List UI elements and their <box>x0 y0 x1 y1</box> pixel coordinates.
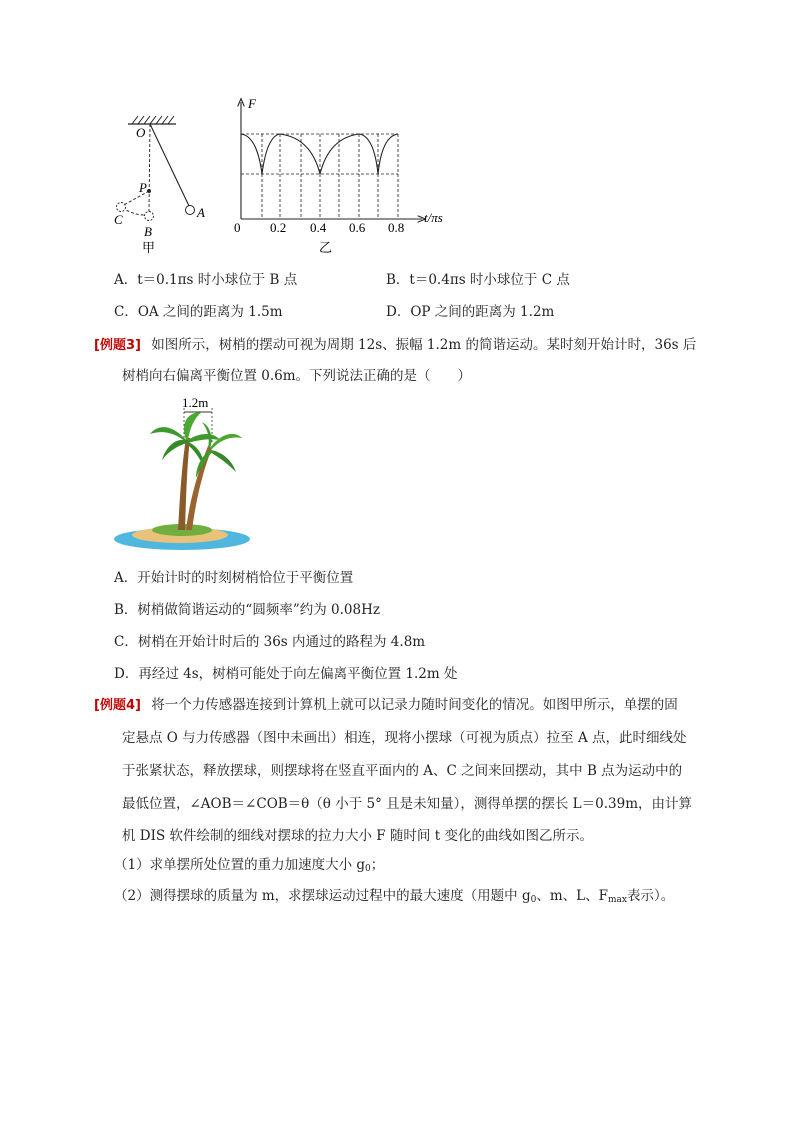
example3-option-a: A．开始计时的时刻树梢恰位于平衡位置 <box>114 570 354 586</box>
example4-text-1: 将一个力传感器连接到计算机上就可以记录力随时间变化的情况。如图甲所示，单摆的固 <box>151 697 678 713</box>
q2-text-a: （2）测得摆球的质量为 m，求摆球运动过程中的最大速度（用题中 g <box>114 888 531 904</box>
example4-tag: [例题4] <box>94 698 141 713</box>
example3-option-b: B．树梢做简谐运动的“圆频率”约为 0.08Hz <box>114 602 380 618</box>
figure-jia-pendulum <box>108 112 220 260</box>
y-axis-label: F <box>248 96 256 111</box>
figure-jia-caption: 甲 <box>142 240 156 255</box>
q2-subscript-max: max <box>608 895 627 905</box>
q1-text: （1）求单摆所处位置的重力加速度大小 g <box>114 857 366 873</box>
amplitude-label: 1.2m <box>182 395 209 410</box>
figure-yi-force-graph <box>226 96 466 262</box>
label-B: B <box>144 224 152 239</box>
figure-yi-caption: 乙 <box>319 240 333 255</box>
example3-option-c: C．树梢在开始计时后的 36s 内通过的路程为 4.8m <box>114 634 426 650</box>
x-tick-label: 0 <box>234 220 241 235</box>
q2-text-c: 表示）。 <box>626 888 675 904</box>
x-axis-label: t/πs <box>424 210 443 225</box>
example4-question-2 <box>114 886 674 910</box>
example3-tag: [例题3] <box>94 338 141 353</box>
q1-subscript: 0 <box>365 864 371 874</box>
q1-end: ； <box>370 857 385 873</box>
example4-question-1 <box>114 855 384 879</box>
x-tick-label: 0.2 <box>270 220 287 235</box>
x-tick-label: 0.6 <box>349 220 366 235</box>
option-a: A．t＝0.1πs 时小球位于 B 点 <box>114 272 298 288</box>
example3-text-1: 如图所示，树梢的摆动可视为周期 12s、振幅 1.2m 的简谐运动。某时刻开始计时，36s 后 <box>151 337 697 353</box>
x-tick-label: 0.8 <box>388 220 405 235</box>
example4-line2: 定悬点 O 与力传感器（图中未画出）相连，现将小摆球（可视为质点）拉至 A 点，此时细线处 <box>122 730 687 746</box>
label-O: O <box>136 125 146 140</box>
q2-subscript-0: 0 <box>530 895 537 905</box>
option-c: C．OA 之间的距离为 1.5m <box>114 304 283 320</box>
label-C: C <box>114 212 123 227</box>
label-P: P <box>139 180 147 195</box>
x-tick-label: 0.4 <box>310 220 327 235</box>
example3-line1 <box>94 335 696 356</box>
palm-tree-island-figure <box>110 394 255 554</box>
q2-text-b: 、m、L、F <box>536 888 608 904</box>
example4-line4: 最低位置，∠AOB＝∠COB＝θ（θ 小于 5° 且是未知量），测得单摆的摆长 L＝0.39m，由计算 <box>122 796 693 812</box>
option-b: B．t＝0.4πs 时小球位于 C 点 <box>386 272 570 288</box>
example4-line5: 机 DIS 软件绘制的细线对摆球的拉力大小 F 随时间 t 变化的曲线如图乙所示。 <box>122 828 593 844</box>
example4-line1 <box>94 695 678 716</box>
example3-line2: 树梢向右偏离平衡位置 0.6m。下列说法正确的是（ ） <box>122 368 472 384</box>
example4-line3: 于张紧状态，释放摆球，则摆球将在竖直平面内的 A、C 之间来回摆动，其中 B 点为运动中的 <box>122 763 683 779</box>
option-d: D．OP 之间的距离为 1.2m <box>386 304 555 320</box>
example3-option-d: D．再经过 4s，树梢可能处于向左偏离平衡位置 1.2m 处 <box>114 666 458 682</box>
label-A: A <box>197 205 205 220</box>
